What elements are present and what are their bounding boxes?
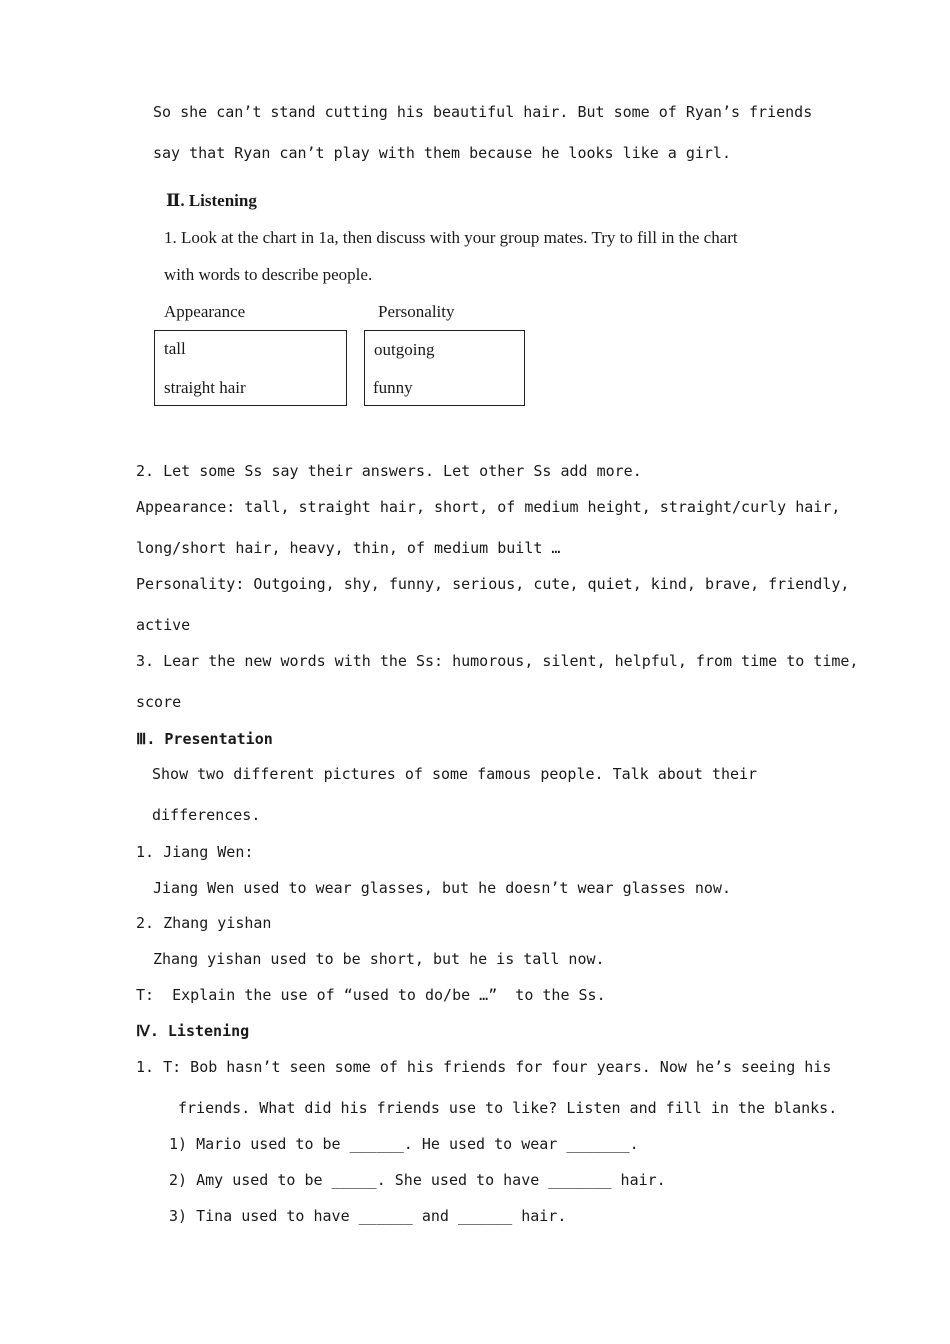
appearance-item-1: tall: [164, 339, 186, 358]
section-3-item-2-text: Zhang yishan used to be short, but he is tall now.: [153, 950, 605, 968]
fill-blank-2: 2) Amy used to be _____. She used to have _______ hair.: [169, 1171, 666, 1189]
section-4-item-1-line-2: friends. What did his friends use to like? Listen and fill in the blanks.: [178, 1099, 838, 1117]
fill-blank-1: 1) Mario used to be ______. He used to wear _______.: [169, 1135, 639, 1153]
section-2-item-2: 2. Let some Ss say their answers. Let other Ss add more.: [136, 462, 642, 480]
appearance-label: Appearance: [164, 302, 246, 321]
fill-blank-3: 3) Tina used to have ______ and ______ hair.: [169, 1207, 567, 1225]
section-4-heading: Ⅳ. Listening: [136, 1022, 250, 1040]
personality-words-line-2: active: [136, 616, 191, 634]
personality-item-1: outgoing: [374, 340, 435, 359]
section-3-item-2-title: 2. Zhang yishan: [136, 914, 272, 932]
section-4-item-1-line-1: 1. T: Bob hasn’t seen some of his friends for four years. Now he’s seeing his: [136, 1058, 832, 1076]
section-2-heading: Ⅱ. Listening: [166, 191, 257, 210]
section-3-teacher-line: T: Explain the use of “used to do/be …” to the Ss.: [136, 986, 606, 1004]
section-2-instruction-line-2: with words to describe people.: [164, 265, 373, 284]
section-2-item-3-line-2: score: [136, 693, 182, 711]
appearance-words-line-2: long/short hair, heavy, thin, of medium built …: [136, 539, 561, 557]
section-3-intro-line-1: Show two different pictures of some famous people. Talk about their: [152, 765, 758, 783]
personality-item-2: funny: [373, 378, 413, 397]
personality-label: Personality: [378, 302, 455, 321]
personality-words-line-1: Personality: Outgoing, shy, funny, serious, cute, quiet, kind, brave, friendly,: [136, 575, 850, 593]
appearance-item-2: straight hair: [164, 378, 246, 397]
appearance-words-line-1: Appearance: tall, straight hair, short, of medium height, straight/curly hair,: [136, 498, 841, 516]
intro-line-1: So she can’t stand cutting his beautiful hair. But some of Ryan’s friends: [153, 103, 813, 121]
section-3-item-1-text: Jiang Wen used to wear glasses, but he doesn’t wear glasses now.: [153, 879, 731, 897]
intro-line-2: say that Ryan can’t play with them because he looks like a girl.: [153, 144, 731, 162]
section-2-item-3-line-1: 3. Lear the new words with the Ss: humorous, silent, helpful, from time to time,: [136, 652, 859, 670]
section-2-instruction-line-1: 1. Look at the chart in 1a, then discuss with your group mates. Try to fill in the chart: [164, 228, 738, 247]
section-3-item-1-title: 1. Jiang Wen:: [136, 843, 254, 861]
section-3-heading: Ⅲ. Presentation: [136, 730, 273, 748]
section-3-intro-line-2: differences.: [152, 806, 261, 824]
